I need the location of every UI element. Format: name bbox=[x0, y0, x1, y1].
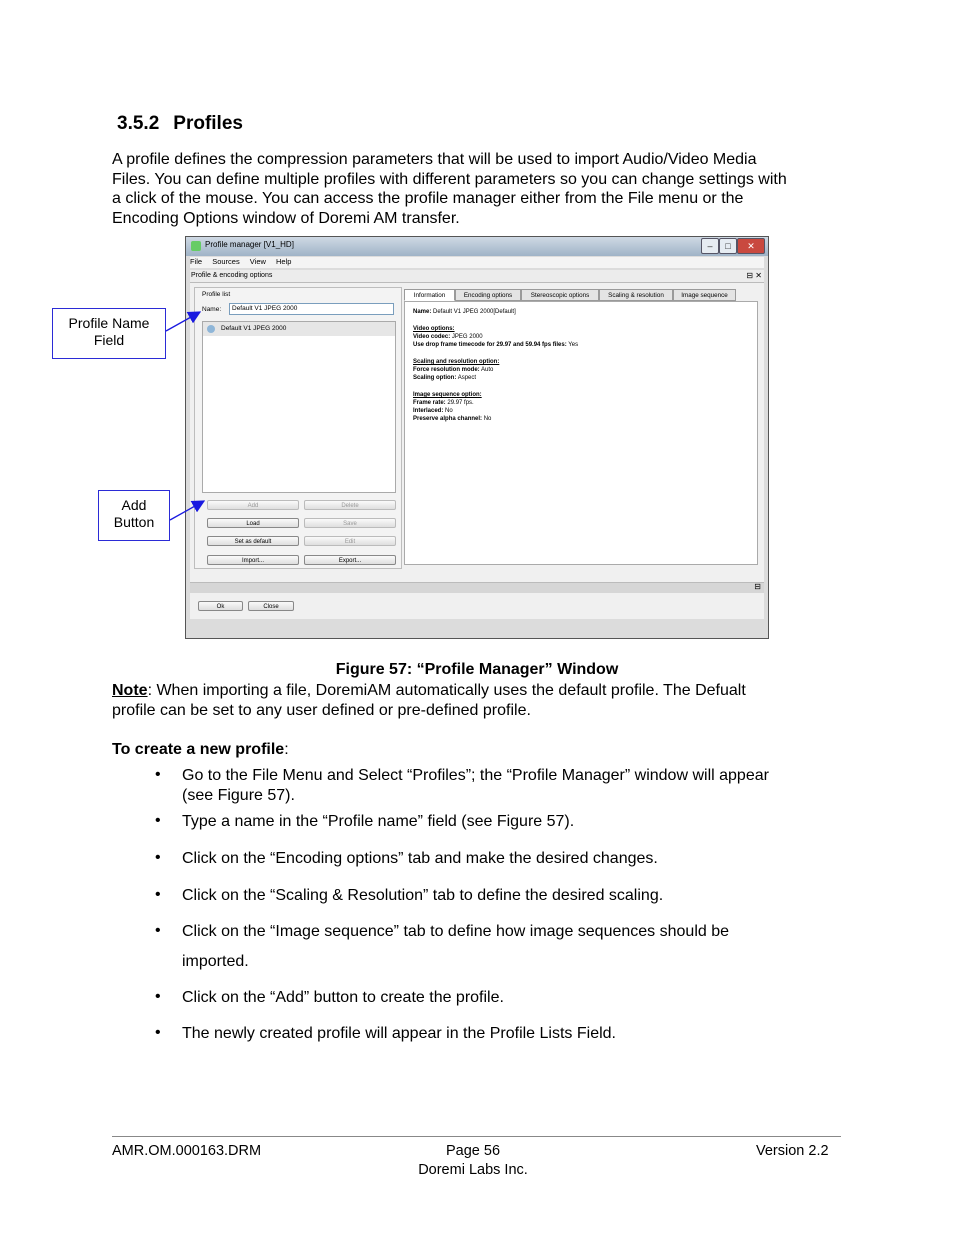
panel-controls-icon[interactable]: ⊟ ✕ bbox=[746, 271, 762, 280]
step-line: Click on the “Add” button to create the profile. bbox=[182, 989, 504, 1006]
close-icon[interactable]: ✕ bbox=[737, 238, 765, 254]
step-line: Click on the “Image sequence” tab to define how image sequences should be bbox=[182, 923, 730, 940]
callout-line: Add bbox=[121, 497, 147, 513]
info-interlaced: Interlaced: No bbox=[413, 408, 453, 414]
menu-help[interactable]: Help bbox=[276, 257, 292, 266]
bullet: • bbox=[155, 766, 161, 783]
edit-button[interactable]: Edit bbox=[304, 536, 396, 546]
add-button-arrow bbox=[170, 501, 204, 520]
note-line2: profile can be set to any user defined or pre-defined profile. bbox=[112, 701, 531, 719]
window-title: Profile manager [V1_HD] bbox=[205, 240, 294, 249]
scaling-header: Scaling and resolution option: bbox=[413, 359, 500, 365]
panel-title: Profile & encoding options bbox=[191, 272, 273, 279]
step-line: imported. bbox=[182, 953, 249, 970]
step-line: Click on the “Encoding options” tab and make the desired changes. bbox=[182, 850, 658, 867]
bullet: • bbox=[155, 1024, 161, 1041]
figure-caption: Figure 57: “Profile Manager” Window bbox=[335, 661, 619, 678]
list-item bbox=[182, 988, 842, 1008]
create-heading-text: To create a new profile bbox=[112, 741, 285, 758]
info-scaling-option: Scaling option: Aspect bbox=[413, 375, 477, 381]
menu-file[interactable]: File bbox=[190, 257, 203, 266]
step-line: (see Figure 57). bbox=[182, 787, 295, 804]
bullet: • bbox=[155, 849, 161, 866]
info-frame-rate: Frame rate: 29.97 fps. bbox=[413, 400, 474, 406]
menu-view[interactable]: View bbox=[249, 257, 266, 266]
bullet: • bbox=[155, 922, 161, 939]
note-label: Note bbox=[112, 682, 148, 699]
minimize-icon[interactable]: – bbox=[701, 238, 719, 254]
bullet: • bbox=[155, 812, 161, 829]
close-button[interactable]: Close bbox=[248, 601, 294, 611]
footer-doc-id: AMR.OM.000163.DRM bbox=[112, 1143, 262, 1159]
import-button[interactable]: Import... bbox=[207, 555, 299, 565]
create-heading bbox=[112, 740, 847, 760]
set-default-button[interactable]: Set as default bbox=[207, 536, 299, 546]
dock-icon[interactable]: ⊟ bbox=[754, 582, 761, 591]
info-force-resolution: Force resolution mode: Auto bbox=[413, 367, 494, 373]
callout-line: Field bbox=[93, 332, 125, 348]
create-heading-colon: : bbox=[284, 741, 289, 758]
list-item bbox=[182, 917, 842, 977]
list-item-label: Default V1 JPEG 2000 bbox=[221, 325, 287, 332]
list-item bbox=[182, 849, 842, 869]
load-button[interactable]: Load bbox=[207, 518, 299, 528]
step-line: Type a name in the “Profile name” field (see Figure 57). bbox=[182, 813, 575, 830]
callout-line: Profile Name bbox=[68, 315, 150, 331]
name-label: Name: bbox=[202, 306, 222, 313]
step-line: Click on the “Scaling & Resolution” tab to define the desired scaling. bbox=[182, 887, 664, 904]
footer-divider bbox=[112, 1136, 841, 1137]
tab-encoding-options[interactable]: Encoding options bbox=[455, 289, 521, 301]
footer-page: Page 56 bbox=[445, 1143, 501, 1159]
section-number: 3.5.2 bbox=[117, 113, 160, 134]
image-sequence-header: Image sequence option: bbox=[413, 392, 482, 398]
footer-company: Doremi Labs Inc. bbox=[418, 1162, 528, 1178]
bullet: • bbox=[155, 886, 161, 903]
ok-button[interactable]: Ok bbox=[198, 601, 243, 611]
tab-information[interactable]: Information bbox=[404, 289, 455, 301]
step-line: The newly created profile will appear in the Profile Lists Field. bbox=[182, 1025, 616, 1042]
footer-version: Version 2.2 bbox=[756, 1143, 829, 1159]
callout-line: Button bbox=[113, 514, 155, 530]
bullet: • bbox=[155, 988, 161, 1005]
intro-line: Encoding Options window of Doremi AM transfer. bbox=[112, 209, 460, 227]
step-line: Go to the File Menu and Select “Profiles”; the “Profile Manager” window will appear bbox=[182, 767, 769, 784]
menu-sources[interactable]: Sources bbox=[212, 257, 240, 266]
list-item bbox=[182, 766, 842, 806]
note-line1: : When importing a file, DoremiAM automatically uses the default profile. The Defualt bbox=[147, 682, 746, 699]
info-video-codec: Video codec: JPEG 2000 bbox=[413, 334, 483, 340]
intro-line: a click of the mouse. You can access the profile manager either from the File menu or the bbox=[112, 190, 744, 208]
profile-list-label: Profile list bbox=[202, 291, 231, 298]
video-options-header: Video options: bbox=[413, 326, 455, 332]
info-name: Name: Default V1 JPEG 2000[Default] bbox=[413, 309, 516, 315]
maximize-icon[interactable]: □ bbox=[719, 238, 737, 254]
info-alpha: Preserve alpha channel: No bbox=[413, 416, 492, 422]
tab-scaling-resolution[interactable]: Scaling & resolution bbox=[599, 289, 673, 301]
save-button[interactable]: Save bbox=[304, 518, 396, 528]
section-title: Profiles bbox=[173, 113, 243, 134]
export-button[interactable]: Export... bbox=[304, 555, 396, 565]
tab-stereoscopic-options[interactable]: Stereoscopic options bbox=[521, 289, 599, 301]
intro-line: A profile defines the compression parameters that will be used to import Audio/Video Media bbox=[112, 151, 757, 168]
tab-image-sequence[interactable]: Image sequence bbox=[673, 289, 736, 301]
profile-name-arrow bbox=[166, 312, 200, 331]
info-drop-frame: Use drop frame timecode for 29.97 and 59.94 fps files: Yes bbox=[413, 342, 579, 348]
profile-name-field[interactable]: Default V1 JPEG 2000 bbox=[229, 303, 394, 315]
note-paragraph bbox=[112, 681, 847, 720]
intro-line: Files. You can define multiple profiles with different parameters so you can change settings with bbox=[112, 170, 787, 188]
list-item bbox=[182, 886, 842, 906]
add-button[interactable]: Add bbox=[207, 500, 299, 510]
list-item bbox=[182, 812, 842, 832]
list-item bbox=[182, 1024, 842, 1044]
delete-button[interactable]: Delete bbox=[304, 500, 396, 510]
